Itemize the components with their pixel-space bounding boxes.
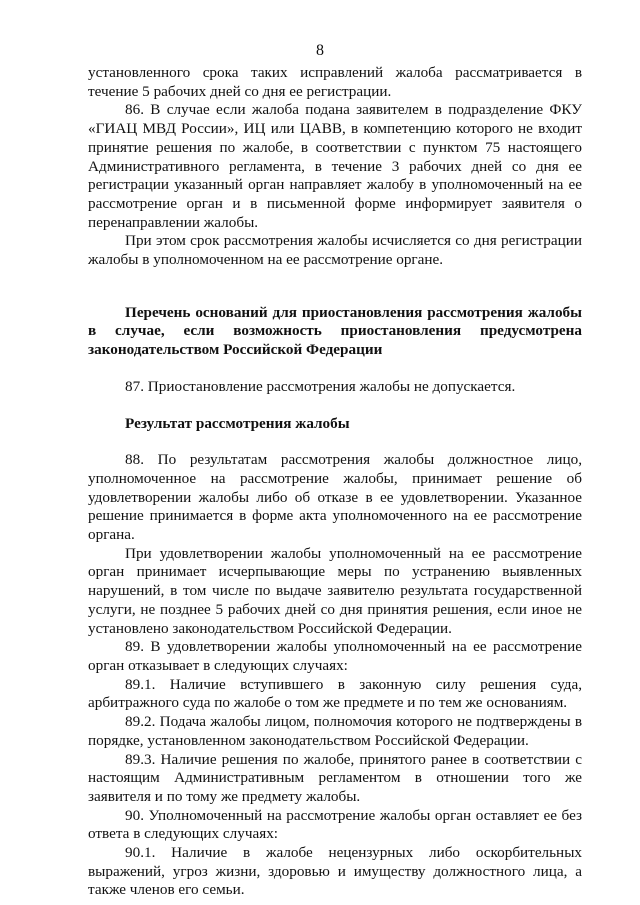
paragraph: 87. Приостановление рассмотрения жалобы не допускается. [125,377,516,395]
section-heading: Результат рассмотрения жалобы [125,414,350,432]
paragraph: 90. Уполномоченный на рассмотрение жалобы орган оставляет ее без ответа в следующих случаях: [88,806,582,843]
paragraph: установленного срока таких исправлений жалоба рассматривается в течение 5 рабочих дней со дня ее регистрации. [88,64,582,100]
document-body [88,64,582,900]
paragraph: 89. В удовлетворении жалобы уполномоченный на ее рассмотрение орган отказывает в следующих случаях: [88,638,582,674]
paragraph: 86. В случае если жалоба подана заявителем в подразделение ФКУ «ГИАЦ МВД России», ИЦ или ЦАВВ, в компетенцию которого не входит принятие решения по жалобе, в соответствии с пунктом 75 настоящего Административного регламента, в течение 3 рабочих дней со дня ее регистрации указанный орган направляет жалобу в уполномоченный на ее рассмотрение орган и в письменной форме информирует заявителя о перенаправлении жалобы. [88,101,582,231]
paragraph: 89.2. Подача жалобы лицом, полномочия которого не подтверждены в порядке, установленном законодательством Российской Федерации. [88,713,582,749]
paragraph: 89.1. Наличие вступившего в законную силу решения суда, арбитражного суда по жалобе о том же предмете и по тем же основаниям. [88,675,582,712]
page-number: 8 [316,42,324,59]
paragraph: 90.1. Наличие в жалобе нецензурных либо оскорбительных выражений, угроз жизни, здоровью и имуществу должностного лица, а также членов его семьи. [88,844,582,899]
paragraph: При удовлетворении жалобы уполномоченный на ее рассмотрение орган принимает исчерпывающие меры по устранению выявленных нарушений, в том числе по выдаче заявителю результата государственной услуги, не позднее 5 рабочих дней со дня принятия решения, если иное не установлено законодательством Российской Федерации. [88,544,582,637]
paragraph: 89.3. Наличие решения по жалобе, принятого ранее в соответствии с настоящим Административным регламентом в отношении того же заявителя и по тому же предмету жалобы. [88,750,582,805]
section-heading: Перечень оснований для приостановления рассмотрения жалобы в случае, если возможность приостановления предусмотрена законодательством Российской Федерации [88,303,582,359]
paragraph: 88. По результатам рассмотрения жалобы должностное лицо, уполномоченное на рассмотрение жалобы, принимает решение об удовлетворении жалобы либо об отказе в ее удовлетворении. Указанное решение принимается в форме акта уполномоченного на ее рассмотрение органа. [88,451,582,544]
paragraph: При этом срок рассмотрения жалобы исчисляется со дня регистрации жалобы в уполномоченном на ее рассмотрение органе. [88,232,582,269]
